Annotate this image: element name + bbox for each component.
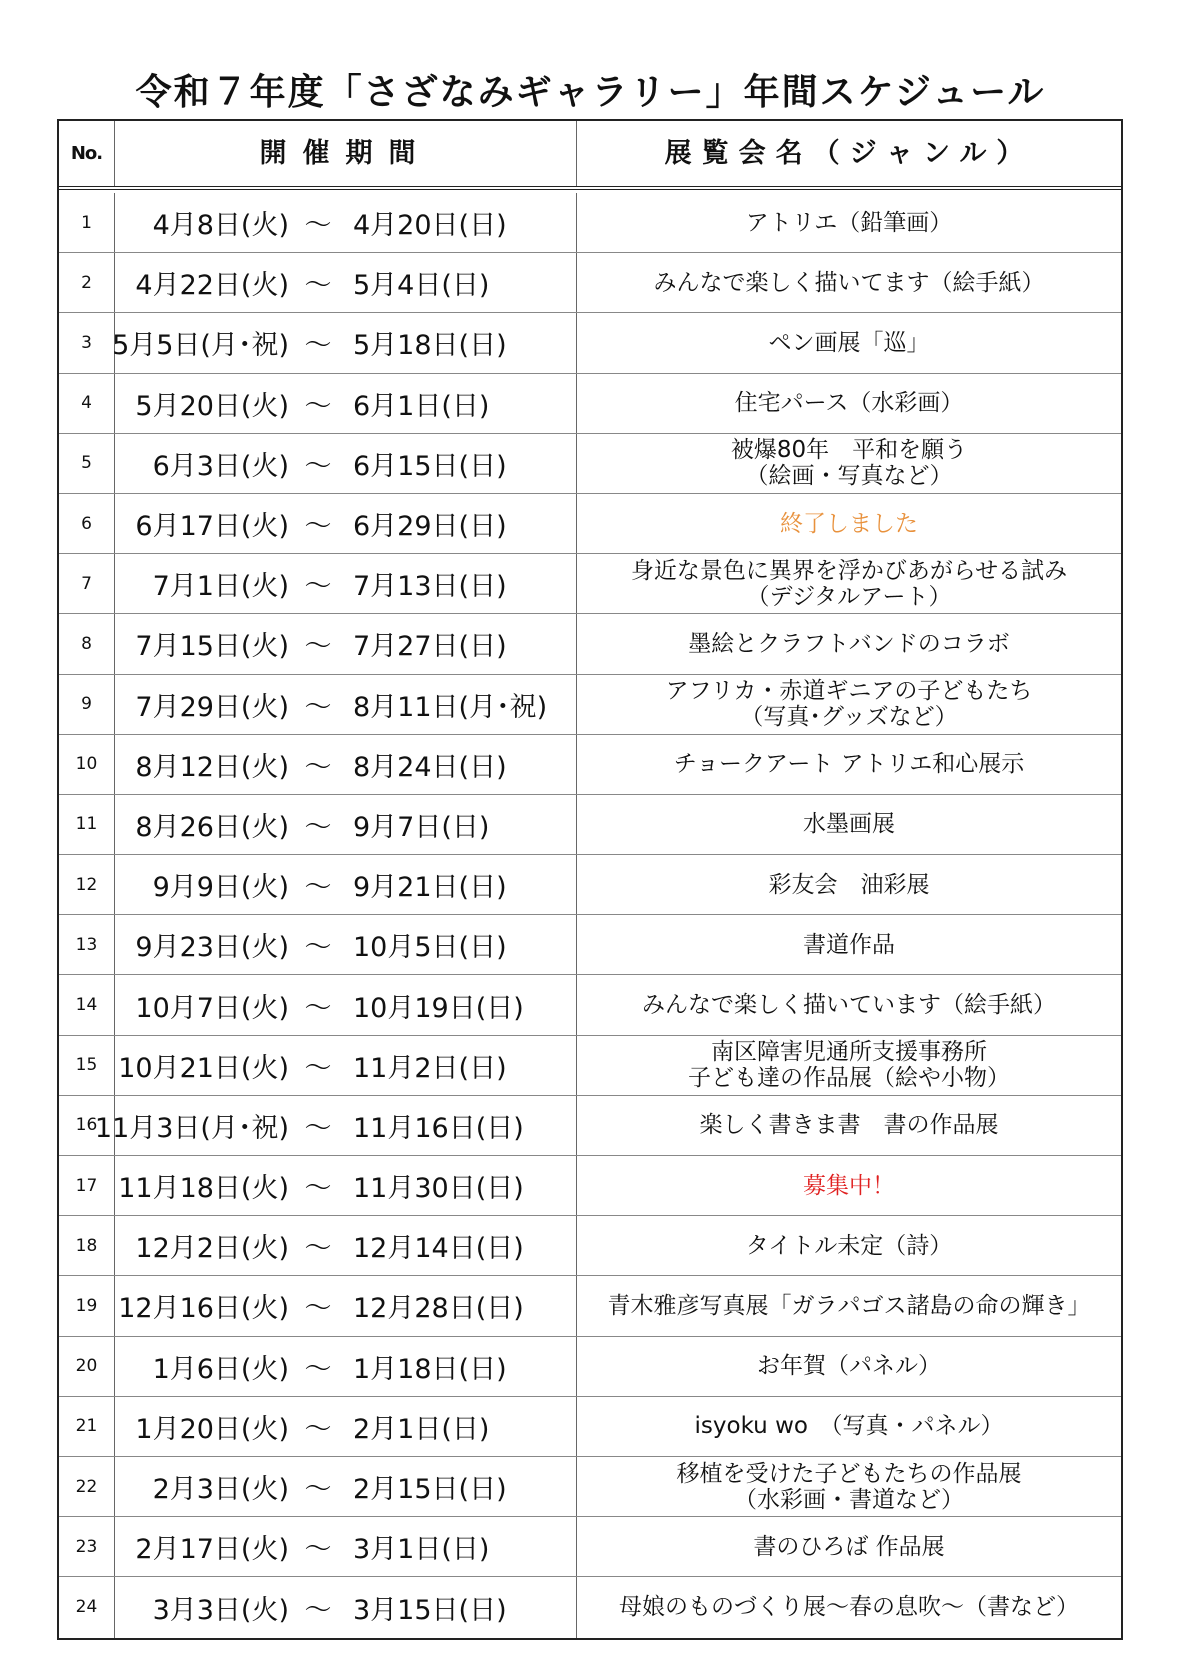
header-no: No. — [59, 121, 115, 186]
exhibition-name-line: 身近な景色に異界を浮かびあがらせる試み — [630, 557, 1068, 584]
period-cell — [115, 1216, 577, 1275]
end-date: 1月18日(日) — [353, 1353, 507, 1385]
exhibition-name — [577, 1156, 1121, 1215]
period-cell — [115, 1517, 577, 1576]
row-number: 13 — [59, 915, 115, 974]
exhibition-name-line: 青木雅彦写真展「ガラパゴス諸島の命の輝き」 — [607, 1292, 1091, 1319]
exhibition-name — [577, 434, 1121, 493]
end-date: 8月24日(日) — [353, 751, 507, 783]
period-cell — [115, 1036, 577, 1095]
row-number: 17 — [59, 1156, 115, 1215]
row-number: 19 — [59, 1276, 115, 1335]
table-row — [59, 614, 1121, 674]
start-date: 6月3日(火) — [152, 450, 289, 482]
row-number: 24 — [59, 1577, 115, 1637]
row-number: 7 — [59, 554, 115, 613]
tilde-separator: ～ — [304, 210, 332, 242]
table-row — [59, 915, 1121, 975]
end-date: 9月7日(日) — [353, 811, 490, 843]
start-date: 11月18日(火) — [118, 1173, 289, 1205]
period-cell — [115, 975, 577, 1034]
exhibition-name — [577, 614, 1121, 673]
row-number: 18 — [59, 1216, 115, 1275]
end-date: 6月1日(日) — [353, 390, 490, 422]
start-date: 1月20日(火) — [135, 1413, 289, 1445]
exhibition-name — [577, 855, 1121, 914]
exhibition-name-line: タイトル未定（詩） — [745, 1232, 953, 1259]
period-cell — [115, 1156, 577, 1215]
exhibition-name-line: 移植を受けた子どもたちの作品展 — [676, 1460, 1022, 1487]
row-number: 12 — [59, 855, 115, 914]
start-date: 10月21日(火) — [118, 1052, 289, 1084]
row-number: 2 — [59, 253, 115, 312]
tilde-separator: ～ — [304, 1293, 332, 1325]
exhibition-name-line: isyoku wo （写真・パネル） — [694, 1413, 1004, 1440]
tilde-separator: ～ — [304, 932, 332, 964]
period-cell — [115, 554, 577, 613]
table-row — [59, 434, 1121, 494]
start-date: 7月29日(火) — [135, 691, 289, 723]
tilde-separator: ～ — [304, 691, 332, 723]
start-date: 10月7日(火) — [135, 992, 289, 1024]
start-date: 2月17日(火) — [135, 1534, 289, 1566]
tilde-separator: ～ — [304, 751, 332, 783]
start-date: 3月3日(火) — [152, 1594, 289, 1626]
end-date: 3月1日(日) — [353, 1534, 490, 1566]
exhibition-name-line: （水彩画・書道など） — [734, 1486, 964, 1513]
period-cell — [115, 253, 577, 312]
tilde-separator: ～ — [304, 1353, 332, 1385]
row-number: 6 — [59, 494, 115, 553]
exhibition-name — [577, 795, 1121, 854]
table-row — [59, 795, 1121, 855]
table-row — [59, 1216, 1121, 1276]
end-date: 11月2日(日) — [353, 1052, 507, 1084]
exhibition-name — [577, 1036, 1121, 1095]
row-number: 15 — [59, 1036, 115, 1095]
table-header — [59, 121, 1121, 190]
exhibition-name — [577, 1397, 1121, 1456]
exhibition-name-line: みんなで楽しく描いてます（絵手紙） — [653, 269, 1045, 296]
exhibition-name — [577, 1517, 1121, 1576]
table-row — [59, 1337, 1121, 1397]
end-date: 6月15日(日) — [353, 450, 507, 482]
tilde-separator: ～ — [304, 511, 332, 543]
table-row — [59, 1457, 1121, 1517]
table-row — [59, 1577, 1121, 1637]
table-row — [59, 494, 1121, 554]
exhibition-name — [577, 1457, 1121, 1516]
period-cell — [115, 494, 577, 553]
exhibition-name-line: 南区障害児通所支援事務所 — [711, 1039, 987, 1066]
exhibition-name — [577, 313, 1121, 372]
tilde-separator: ～ — [304, 872, 332, 904]
exhibition-name-line: ペン画展「巡」 — [768, 329, 930, 356]
start-date: 11月3日(月･祝) — [94, 1112, 289, 1144]
start-date: 5月5日(月･祝) — [112, 330, 289, 362]
tilde-separator: ～ — [304, 1413, 332, 1445]
row-number: 22 — [59, 1457, 115, 1516]
period-cell — [115, 1457, 577, 1516]
row-number: 5 — [59, 434, 115, 493]
exhibition-name-line: みんなで楽しく描いています（絵手紙） — [642, 992, 1056, 1019]
start-date: 6月17日(火) — [135, 511, 289, 543]
end-date: 9月21日(日) — [353, 872, 507, 904]
exhibition-name — [577, 975, 1121, 1034]
table-row — [59, 1397, 1121, 1457]
table-row — [59, 975, 1121, 1035]
tilde-separator: ～ — [304, 1052, 332, 1084]
start-date: 7月15日(火) — [135, 631, 289, 663]
exhibition-name-line: お年賀（パネル） — [757, 1353, 941, 1380]
exhibition-name-line: 彩友会 油彩展 — [768, 871, 930, 898]
table-row — [59, 1276, 1121, 1336]
tilde-separator: ～ — [304, 270, 332, 302]
schedule-table — [57, 119, 1123, 1640]
table-body — [59, 193, 1121, 1638]
row-number: 23 — [59, 1517, 115, 1576]
exhibition-name-line: （絵画・写真など） — [745, 463, 953, 490]
start-date: 9月23日(火) — [135, 932, 289, 964]
start-date: 8月26日(火) — [135, 811, 289, 843]
exhibition-name-line: 募集中！ — [803, 1172, 895, 1199]
tilde-separator: ～ — [304, 330, 332, 362]
start-date: 4月8日(火) — [152, 210, 289, 242]
exhibition-name — [577, 1337, 1121, 1396]
row-number: 1 — [59, 193, 115, 252]
table-row — [59, 193, 1121, 253]
table-row — [59, 1156, 1121, 1216]
period-cell — [115, 434, 577, 493]
end-date: 4月20日(日) — [353, 210, 507, 242]
tilde-separator: ～ — [304, 1233, 332, 1265]
exhibition-name — [577, 1096, 1121, 1155]
start-date: 5月20日(火) — [135, 390, 289, 422]
table-row — [59, 554, 1121, 614]
period-cell — [115, 193, 577, 252]
end-date: 8月11日(月･祝) — [353, 691, 548, 723]
start-date: 7月1日(火) — [152, 571, 289, 603]
start-date: 12月2日(火) — [135, 1233, 289, 1265]
exhibition-name-line: 楽しく書きま書 書の作品展 — [699, 1112, 999, 1139]
tilde-separator: ～ — [304, 631, 332, 663]
table-row — [59, 1036, 1121, 1096]
row-number: 4 — [59, 374, 115, 433]
table-row — [59, 855, 1121, 915]
start-date: 9月9日(火) — [152, 872, 289, 904]
tilde-separator: ～ — [304, 571, 332, 603]
exhibition-name — [577, 1276, 1121, 1335]
end-date: 2月1日(日) — [353, 1413, 490, 1445]
exhibition-name-line: （デジタルアート） — [746, 583, 952, 610]
period-cell — [115, 374, 577, 433]
tilde-separator: ～ — [304, 390, 332, 422]
end-date: 2月15日(日) — [353, 1474, 507, 1506]
row-number: 3 — [59, 313, 115, 372]
exhibition-name-line: 住宅パース（水彩画） — [734, 390, 964, 417]
table-row — [59, 675, 1121, 735]
end-date: 11月16日(日) — [353, 1112, 524, 1144]
exhibition-name-line: 被爆80年 平和を願う — [730, 437, 968, 464]
exhibition-name — [577, 1577, 1121, 1637]
exhibition-name-line: チョークアート アトリエ和心展示 — [673, 751, 1025, 778]
row-number: 11 — [59, 795, 115, 854]
header-exhibition-name: 展覧会名（ジャンル） — [664, 138, 1034, 169]
page-title: 令和７年度「さざなみギャラリー」年間スケジュール — [135, 72, 1046, 113]
exhibition-name-line: アトリエ（鉛筆画） — [745, 209, 953, 236]
period-cell — [115, 614, 577, 673]
end-date: 12月14日(日) — [353, 1233, 524, 1265]
table-row — [59, 374, 1121, 434]
tilde-separator: ～ — [304, 450, 332, 482]
end-date: 10月19日(日) — [353, 992, 524, 1024]
period-cell — [115, 675, 577, 734]
start-date: 1月6日(火) — [152, 1353, 289, 1385]
end-date: 12月28日(日) — [353, 1293, 524, 1325]
exhibition-name-line: 墨絵とクラフトバンドのコラボ — [688, 630, 1010, 657]
table-row — [59, 1517, 1121, 1577]
start-date: 8月12日(火) — [135, 751, 289, 783]
period-cell — [115, 1337, 577, 1396]
exhibition-name — [577, 735, 1121, 794]
period-cell — [112, 313, 577, 372]
exhibition-name — [577, 253, 1121, 312]
row-number: 9 — [59, 675, 115, 734]
end-date: 5月4日(日) — [353, 270, 490, 302]
exhibition-name — [577, 1216, 1121, 1275]
exhibition-name — [577, 915, 1121, 974]
tilde-separator: ～ — [304, 1474, 332, 1506]
start-date: 2月3日(火) — [152, 1474, 289, 1506]
exhibition-name-line: 終了しました — [780, 510, 918, 537]
exhibition-name-line: （写真･グッズなど） — [740, 704, 958, 731]
row-number: 10 — [59, 735, 115, 794]
end-date: 7月27日(日) — [353, 631, 507, 663]
row-number: 14 — [59, 975, 115, 1034]
exhibition-name-line: 水墨画展 — [803, 811, 895, 838]
end-date: 5月18日(日) — [353, 330, 507, 362]
tilde-separator: ～ — [304, 811, 332, 843]
exhibition-name — [577, 675, 1121, 734]
end-date: 11月30日(日) — [353, 1173, 524, 1205]
period-cell — [94, 1096, 577, 1155]
period-cell — [115, 1397, 577, 1456]
row-number: 16 — [59, 1096, 115, 1155]
tilde-separator: ～ — [304, 992, 332, 1024]
row-number: 8 — [59, 614, 115, 673]
table-row — [59, 735, 1121, 795]
exhibition-name — [577, 374, 1121, 433]
row-number: 21 — [59, 1397, 115, 1456]
period-cell — [115, 735, 577, 794]
tilde-separator: ～ — [304, 1534, 332, 1566]
start-date: 12月16日(火) — [118, 1293, 289, 1325]
exhibition-name — [577, 494, 1121, 553]
exhibition-name — [577, 554, 1121, 613]
table-row — [59, 1096, 1121, 1156]
row-number: 20 — [59, 1337, 115, 1396]
end-date: 7月13日(日) — [353, 571, 507, 603]
tilde-separator: ～ — [304, 1112, 332, 1144]
exhibition-name-line: 書のひろば 作品展 — [753, 1533, 945, 1560]
table-row — [59, 253, 1121, 313]
header-period: 開催期間 — [115, 121, 577, 186]
exhibition-name — [577, 193, 1121, 252]
tilde-separator: ～ — [304, 1594, 332, 1626]
start-date: 4月22日(火) — [135, 270, 289, 302]
period-cell — [115, 1577, 577, 1637]
exhibition-name-line: 子ども達の作品展（絵や小物） — [688, 1065, 1010, 1092]
period-cell — [115, 915, 577, 974]
exhibition-name-line: 書道作品 — [803, 931, 895, 958]
table-row — [59, 313, 1121, 373]
exhibition-name-line: アフリカ・赤道ギニアの子どもたち — [665, 678, 1033, 705]
end-date: 10月5日(日) — [353, 932, 507, 964]
period-cell — [115, 795, 577, 854]
period-cell — [115, 1276, 577, 1335]
end-date: 3月15日(日) — [353, 1594, 507, 1626]
end-date: 6月29日(日) — [353, 511, 507, 543]
exhibition-name-line: 母娘のものづくり展～春の息吹～（書など） — [619, 1594, 1079, 1621]
tilde-separator: ～ — [304, 1173, 332, 1205]
period-cell — [115, 855, 577, 914]
